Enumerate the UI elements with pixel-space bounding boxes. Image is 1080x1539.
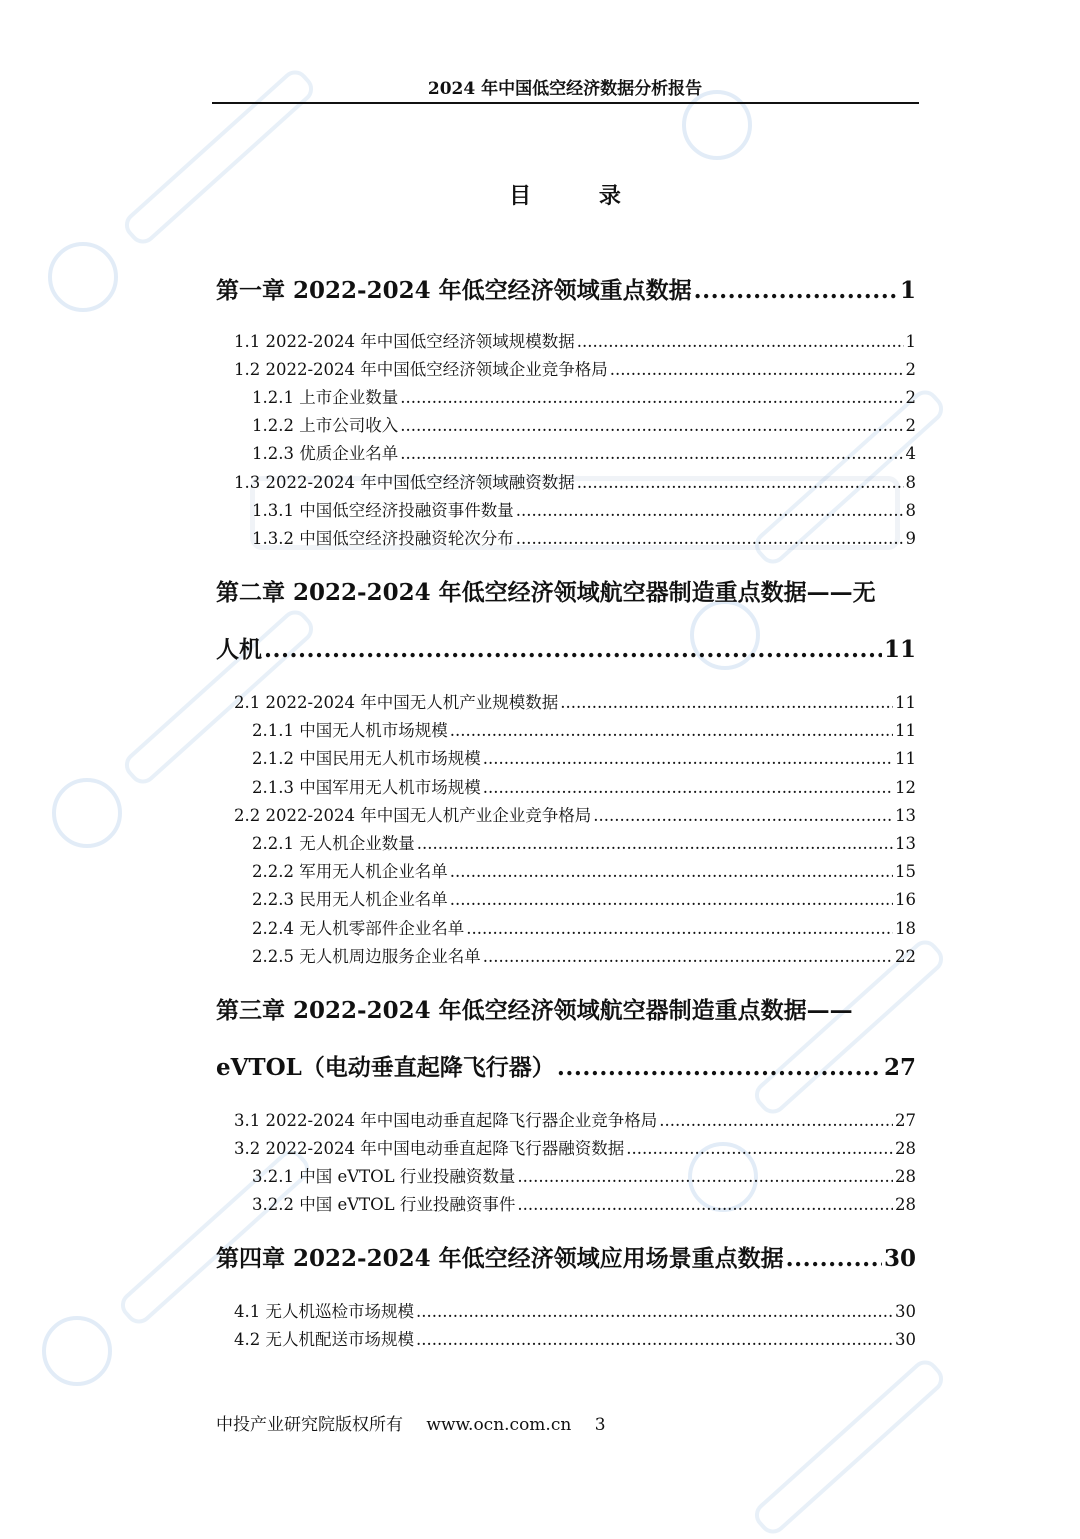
toc-entry-2-2-2[interactable] xyxy=(252,861,916,883)
toc-entry-1-2-1[interactable] xyxy=(252,387,916,409)
page-footer xyxy=(216,1414,624,1436)
toc-page-number: 28 xyxy=(895,1139,916,1158)
footer-page-number: 3 xyxy=(594,1415,606,1435)
toc-page-number: 27 xyxy=(883,1054,916,1081)
toc-entry-2-2-3[interactable] xyxy=(252,889,916,911)
toc-page-number: 11 xyxy=(883,636,916,663)
watermark-logo-icon xyxy=(48,242,118,312)
toc-entry-1-3-1[interactable] xyxy=(252,500,916,522)
toc-chapter-2-line1[interactable]: 第二章 2022-2024 年低空经济领域航空器制造重点数据——无 xyxy=(216,579,876,606)
toc-entry-2-1-1[interactable] xyxy=(252,720,916,742)
toc-leader-dots xyxy=(450,889,893,911)
toc-entry-label: 2.1 2022-2024 年中国无人机产业规模数据 xyxy=(234,693,559,712)
toc-leader-dots xyxy=(694,276,898,306)
toc-page-number: 11 xyxy=(895,749,916,768)
toc-leader-dots xyxy=(416,1301,893,1323)
toc-leader-dots xyxy=(264,635,882,665)
toc-page-number: 1 xyxy=(899,277,916,304)
toc-entry-label: 2.1.1 中国无人机市场规模 xyxy=(252,721,448,740)
toc-chapter-2[interactable] xyxy=(216,635,916,665)
toc-entry-3-2-2[interactable] xyxy=(252,1194,916,1216)
toc-entry-4-2[interactable] xyxy=(234,1329,916,1351)
toc-page-number: 28 xyxy=(895,1195,916,1214)
toc-entry-1-3[interactable] xyxy=(234,472,916,494)
toc-entry-1-2-3[interactable] xyxy=(252,443,916,465)
toc-page-number: 22 xyxy=(895,947,916,966)
toc-page-number: 30 xyxy=(895,1302,916,1321)
toc-leader-dots xyxy=(416,1329,893,1351)
watermark-logo-icon xyxy=(682,90,752,160)
toc-entry-label: 1.2.2 上市公司收入 xyxy=(252,416,399,435)
toc-entry-label: 1.2 2022-2024 年中国低空经济领域企业竞争格局 xyxy=(234,360,608,379)
toc-entry-label: 2.1.3 中国军用无人机市场规模 xyxy=(252,778,481,797)
toc-chapter-label: eVTOL（电动垂直起降飞行器） xyxy=(216,1054,555,1081)
toc-leader-dots xyxy=(483,946,893,968)
toc-entry-label: 3.1 2022-2024 年中国电动垂直起降飞行器企业竞争格局 xyxy=(234,1111,658,1130)
toc-entry-label: 3.2 2022-2024 年中国电动垂直起降飞行器融资数据 xyxy=(234,1139,625,1158)
toc-leader-dots xyxy=(577,331,904,353)
toc-entry-label: 1.2.3 优质企业名单 xyxy=(252,444,399,463)
toc-entry-3-1[interactable] xyxy=(234,1110,916,1132)
toc-page-number: 12 xyxy=(895,778,916,797)
toc-entry-2-1-2[interactable] xyxy=(252,748,916,770)
toc-leader-dots xyxy=(400,387,903,409)
toc-entry-1-2-2[interactable] xyxy=(252,415,916,437)
toc-leader-dots xyxy=(593,805,893,827)
toc-page-number: 30 xyxy=(895,1330,916,1349)
watermark-logo-icon xyxy=(52,778,122,848)
toc-page-number: 2 xyxy=(905,360,916,379)
watermark-band xyxy=(749,1355,949,1539)
toc-entry-label: 1.2.1 上市企业数量 xyxy=(252,388,399,407)
toc-entry-label: 2.2 2022-2024 年中国无人机产业企业竞争格局 xyxy=(234,806,592,825)
toc-leader-dots xyxy=(450,720,893,742)
watermark-logo-icon xyxy=(42,1316,112,1386)
toc-entry-1-1[interactable] xyxy=(234,331,916,353)
toc-entry-1-2[interactable] xyxy=(234,359,916,381)
toc-leader-dots xyxy=(626,1138,893,1160)
toc-chapter-3[interactable] xyxy=(216,1053,916,1083)
toc-page-number: 18 xyxy=(895,919,916,938)
toc-chapter-label: 人机 xyxy=(216,636,262,663)
toc-leader-dots xyxy=(659,1110,893,1132)
toc-leader-dots xyxy=(577,472,904,494)
toc-entry-3-2-1[interactable] xyxy=(252,1166,916,1188)
toc-page-number: 30 xyxy=(883,1245,916,1272)
toc-page-number: 2 xyxy=(905,416,916,435)
toc-entry-label: 4.2 无人机配送市场规模 xyxy=(234,1330,414,1349)
toc-leader-dots xyxy=(466,918,893,940)
toc-entry-label: 1.1 2022-2024 年中国低空经济领域规模数据 xyxy=(234,332,575,351)
toc-entry-2-2[interactable] xyxy=(234,805,916,827)
toc-chapter-3-line1[interactable]: 第三章 2022-2024 年低空经济领域航空器制造重点数据—— xyxy=(216,997,853,1024)
toc-leader-dots xyxy=(450,861,893,883)
toc-entry-label: 1.3 2022-2024 年中国低空经济领域融资数据 xyxy=(234,473,575,492)
toc-entry-2-2-4[interactable] xyxy=(252,918,916,940)
toc-entry-3-2[interactable] xyxy=(234,1138,916,1160)
toc-page-number: 11 xyxy=(895,721,916,740)
toc-entry-label: 2.2.3 民用无人机企业名单 xyxy=(252,890,448,909)
toc-page-number: 8 xyxy=(905,501,916,520)
toc-leader-dots xyxy=(786,1244,882,1274)
toc-leader-dots xyxy=(400,415,903,437)
toc-leader-dots xyxy=(517,1194,893,1216)
toc-chapter-label: 第四章 2022-2024 年低空经济领域应用场景重点数据 xyxy=(216,1245,784,1272)
toc-chapter-4[interactable] xyxy=(216,1244,916,1274)
toc-entry-2-2-1[interactable] xyxy=(252,833,916,855)
toc-entry-label: 3.2.2 中国 eVTOL 行业投融资事件 xyxy=(252,1195,516,1214)
toc-page-number: 28 xyxy=(895,1167,916,1186)
toc-page-number: 8 xyxy=(905,473,916,492)
toc-entry-label: 2.2.2 军用无人机企业名单 xyxy=(252,862,448,881)
toc-title: 目 录 xyxy=(509,183,651,209)
toc-page-number: 13 xyxy=(895,806,916,825)
toc-entry-2-1[interactable] xyxy=(234,692,916,714)
toc-entry-label: 2.1.2 中国民用无人机市场规模 xyxy=(252,749,481,768)
toc-page-number: 13 xyxy=(895,834,916,853)
toc-page-number: 11 xyxy=(895,693,916,712)
toc-entry-label: 4.1 无人机巡检市场规模 xyxy=(234,1302,414,1321)
toc-page-number: 15 xyxy=(895,862,916,881)
toc-leader-dots xyxy=(483,748,893,770)
toc-page-number: 16 xyxy=(895,890,916,909)
toc-entry-2-2-5[interactable] xyxy=(252,946,916,968)
toc-entry-label: 1.3.1 中国低空经济投融资事件数量 xyxy=(252,501,514,520)
toc-chapter-1[interactable] xyxy=(216,276,916,306)
toc-page-number: 2 xyxy=(905,388,916,407)
toc-page-number: 27 xyxy=(895,1111,916,1130)
toc-leader-dots xyxy=(417,833,893,855)
toc-entry-label: 2.2.1 无人机企业数量 xyxy=(252,834,415,853)
toc-leader-dots xyxy=(560,692,893,714)
footer-website[interactable]: www.ocn.com.cn xyxy=(426,1415,572,1435)
toc-entry-label: 1.3.2 中国低空经济投融资轮次分布 xyxy=(252,529,514,548)
toc-leader-dots xyxy=(516,528,904,550)
toc-page-number: 1 xyxy=(905,332,916,351)
toc-entry-4-1[interactable] xyxy=(234,1301,916,1323)
toc-entry-1-3-2[interactable] xyxy=(252,528,916,550)
toc-leader-dots xyxy=(517,1166,893,1188)
toc-leader-dots xyxy=(516,500,904,522)
footer-copyright: 中投产业研究院版权所有 xyxy=(216,1415,403,1435)
toc-page-number: 9 xyxy=(905,529,916,548)
running-header-title: 2024 年中国低空经济数据分析报告 xyxy=(427,79,703,99)
toc-entry-label: 3.2.1 中国 eVTOL 行业投融资数量 xyxy=(252,1167,516,1186)
toc-entry-label: 2.2.4 无人机零部件企业名单 xyxy=(252,919,465,938)
toc-page-number: 4 xyxy=(905,444,916,463)
toc-entry-label: 2.2.5 无人机周边服务企业名单 xyxy=(252,947,481,966)
toc-leader-dots xyxy=(483,777,893,799)
toc-leader-dots xyxy=(557,1053,882,1083)
header-rule xyxy=(212,102,919,104)
toc-leader-dots xyxy=(610,359,904,381)
toc-chapter-label: 第一章 2022-2024 年低空经济领域重点数据 xyxy=(216,277,692,304)
toc-entry-2-1-3[interactable] xyxy=(252,777,916,799)
toc-leader-dots xyxy=(400,443,903,465)
